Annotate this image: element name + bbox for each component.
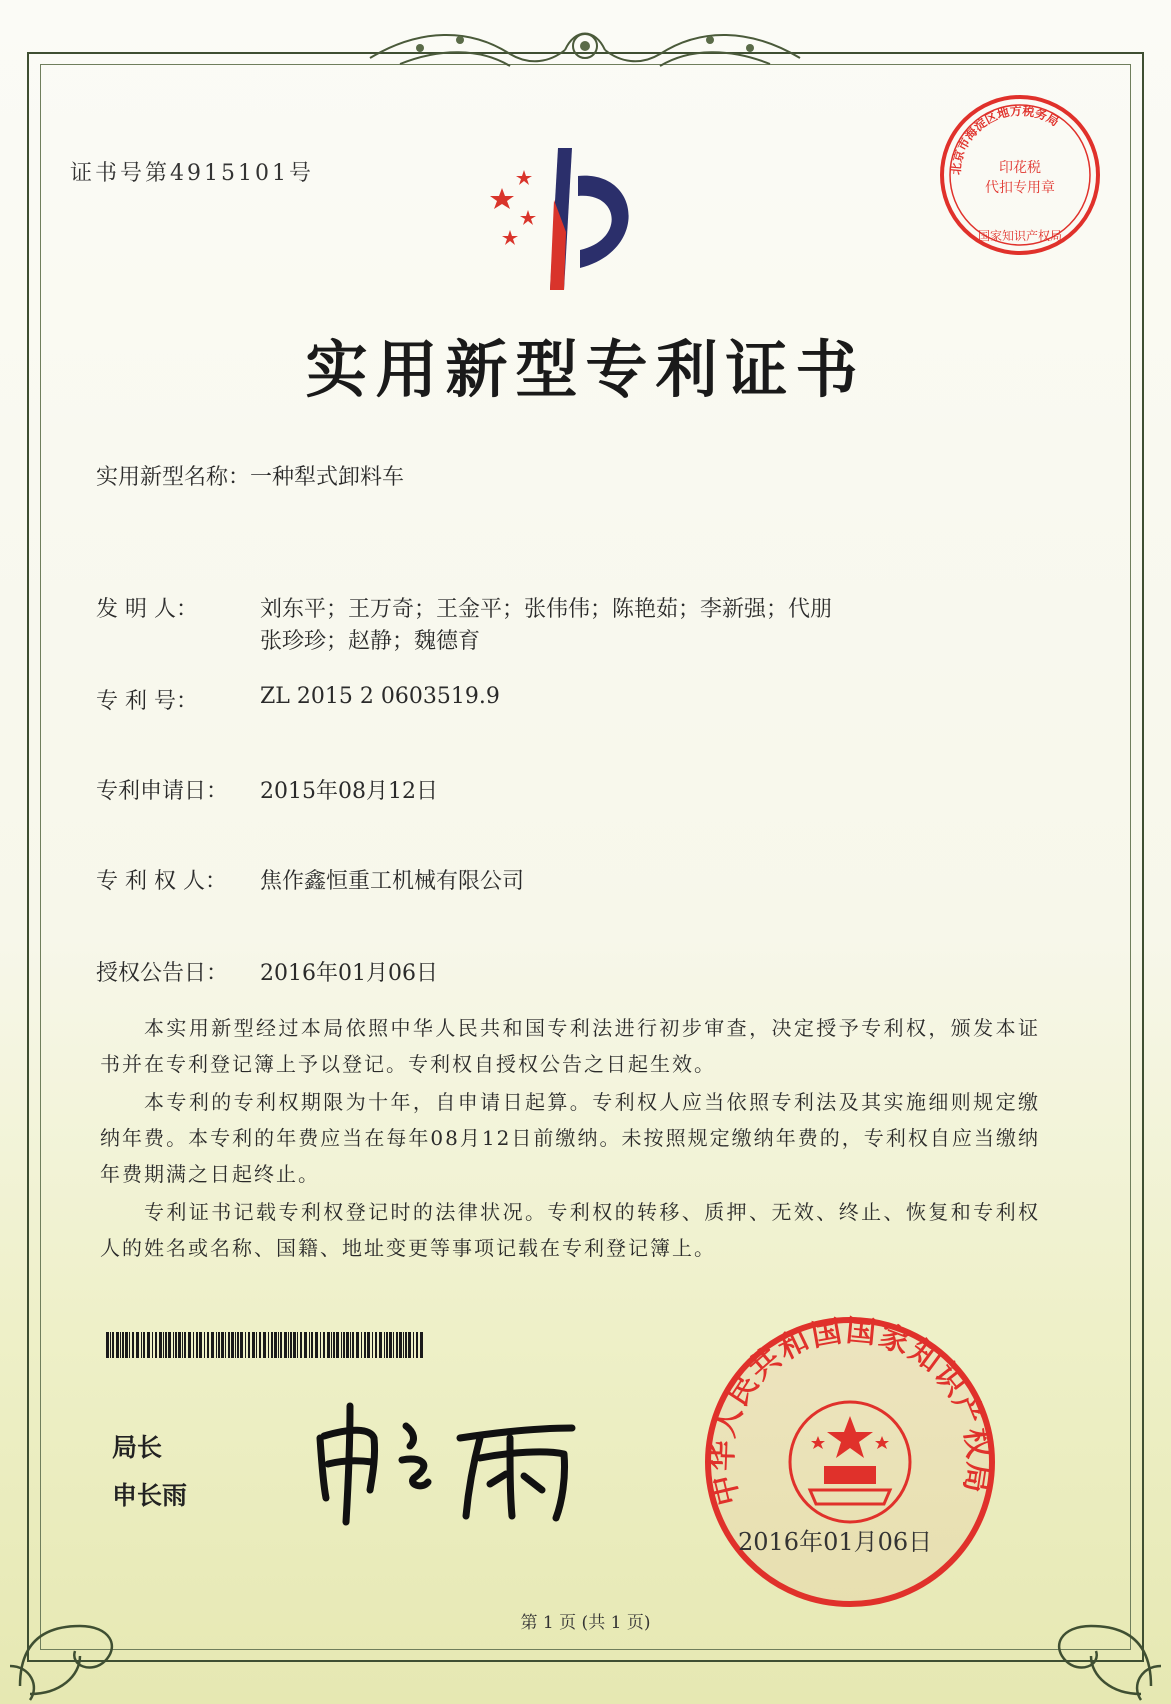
filing-date-label: 专利申请日： xyxy=(96,779,229,804)
svg-text:中华人民共和国国家知识产权局: 中华人民共和国国家知识产权局 xyxy=(704,1313,996,1509)
certificate-number: 证书号第4915101号 xyxy=(70,161,314,186)
bottom-right-ornament xyxy=(1031,1566,1171,1704)
paragraph-1: 本实用新型经过本局依照中华人民共和国专利法进行初步审查，决定授予专利权，颁发本证书并在专利登记簿上予以登记。专利权自授权公告之日起生效。 xyxy=(100,1016,1040,1076)
utility-model-name-row xyxy=(96,460,404,491)
filing-date-row xyxy=(96,774,438,805)
inventors-label: 发 明 人： xyxy=(96,597,198,622)
handwritten-signature xyxy=(310,1398,600,1528)
patentee-row xyxy=(96,864,524,895)
grant-date-label: 授权公告日： xyxy=(96,961,229,986)
small-seal-line2: 代扣专用章 xyxy=(985,180,1055,196)
filing-date-value: 2015年08月12日 xyxy=(260,779,438,804)
signatory-title: 局长 xyxy=(112,1433,163,1462)
patent-number-value: ZL 2015 2 0603519.9 xyxy=(260,684,500,709)
patent-number-row xyxy=(96,684,500,715)
name-label: 实用新型名称： xyxy=(96,465,251,490)
small-seal-line1: 印花税 xyxy=(999,160,1041,176)
grant-date-value: 2016年01月06日 xyxy=(260,961,438,986)
svg-text:北京市海淀区地方税务局: 北京市海淀区地方税务局 xyxy=(948,103,1062,176)
inventors-line1: 刘东平；王万奇；王金平；张伟伟；陈艳茹；李新强；代朋 xyxy=(260,597,833,622)
svg-text:国家知识产权局: 国家知识产权局 xyxy=(977,229,1063,243)
document-title: 实用新型专利证书 xyxy=(305,333,866,406)
tax-seal-icon xyxy=(935,90,1105,260)
top-ornament xyxy=(360,18,810,82)
sipo-logo-icon xyxy=(480,140,680,300)
patentee-value: 焦作鑫恒重工机械有限公司 xyxy=(260,869,525,894)
inventors-row xyxy=(96,592,832,623)
patentee-label: 专 利 权 人： xyxy=(96,869,227,894)
sipo-official-seal-icon xyxy=(700,1312,1000,1612)
inventors-line2: 张珍珍；赵静；魏德育 xyxy=(260,629,481,654)
signatory-name: 申长雨 xyxy=(112,1481,188,1510)
seal-date: 2016年01月06日 xyxy=(738,1528,933,1556)
page-number: 第 1 页 (共 1 页) xyxy=(520,1613,651,1633)
grant-date-row xyxy=(96,956,438,987)
paragraph-3: 专利证书记载专利权登记时的法律状况。专利权的转移、质押、无效、终止、恢复和专利权人的姓名或名称、国籍、地址变更等事项记载在专利登记簿上。 xyxy=(100,1200,1040,1260)
patent-number-label: 专 利 号： xyxy=(96,689,198,714)
bottom-left-ornament xyxy=(0,1566,140,1704)
barcode-icon xyxy=(106,1332,428,1358)
paragraph-2: 本专利的专利权期限为十年，自申请日起算。专利权人应当依照专利法及其实施细则规定缴纳年费。本专利的年费应当在每年08月12日前缴纳。未按照规定缴纳年费的，专利权自应当缴纳年费期满之日起终止。 xyxy=(100,1090,1040,1186)
name-value: 一种犁式卸料车 xyxy=(250,465,405,490)
